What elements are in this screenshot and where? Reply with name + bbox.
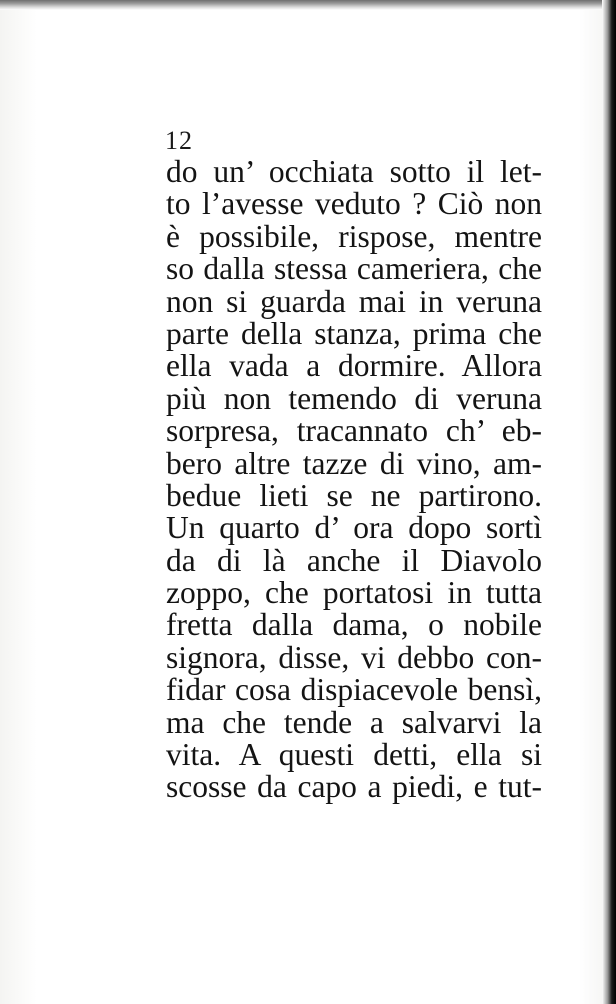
text-line: bero altre tazze di vino, am-: [166, 445, 542, 481]
text-line: bedue lieti se ne partirono.: [166, 477, 542, 513]
text-line: Un quarto d’ ora dopo sortì: [166, 510, 542, 546]
text-line: vita. A questi detti, ella si: [166, 737, 542, 773]
body-text: [166, 156, 542, 804]
text-line: fidar cosa dispiacevole bensì,: [166, 672, 542, 708]
text-line: ma che tende a salvarvi la: [166, 704, 542, 740]
text-line: zoppo, che portatosi in tutta: [166, 575, 542, 611]
page-number: 12: [165, 126, 193, 155]
text-line: fretta dalla dama, o nobile: [166, 607, 542, 643]
text-line: da di là anche il Diavolo: [166, 542, 542, 578]
text-line: più non temendo di veruna: [166, 380, 542, 416]
page-top-edge: [0, 0, 616, 10]
text-line: signora, disse, vi debbo con-: [166, 639, 542, 675]
text-line: do un’ occhiata sotto il let-: [166, 154, 542, 189]
text-line: scosse da capo a piedi, e tut-: [166, 769, 542, 805]
text-line: è possibile, rispose, mentre: [166, 218, 542, 254]
text-line: so dalla stessa cameriera, che: [166, 251, 542, 287]
text-line: parte della stanza, prima che: [166, 315, 542, 351]
text-line: ella vada a dormire. Allora: [166, 348, 542, 384]
text-line: non si guarda mai in veruna: [166, 283, 542, 319]
page-binding-edge: [602, 0, 616, 1004]
text-line: to l’avesse veduto ? Ciò non: [166, 186, 542, 222]
text-line: sorpresa, tracannato ch’ eb-: [166, 413, 542, 449]
